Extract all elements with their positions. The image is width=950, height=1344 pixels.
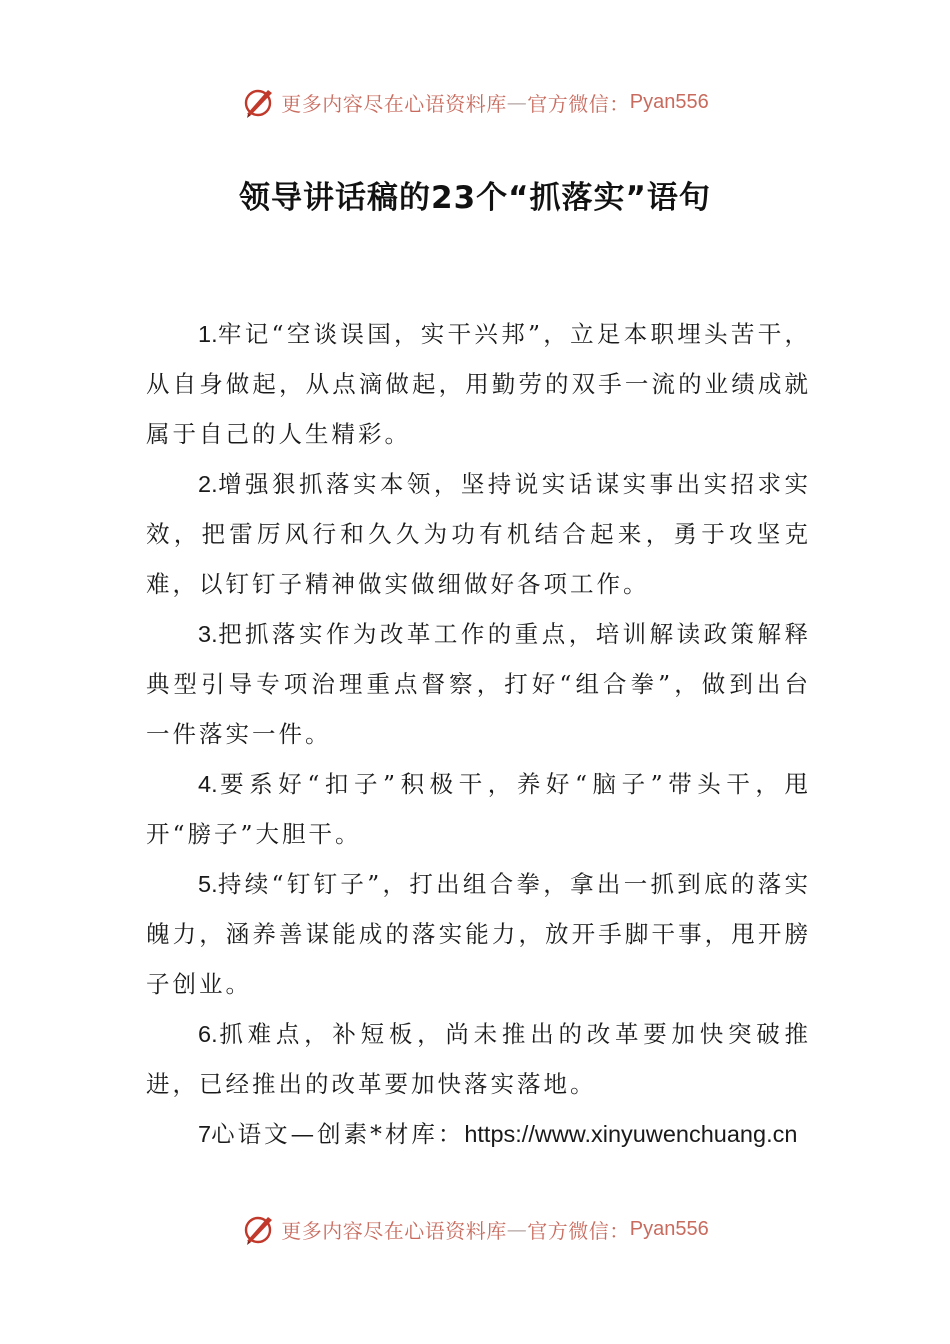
header-banner <box>0 80 950 124</box>
document-title: 领导讲话稿的23个“抓落实”语句 <box>239 180 711 216</box>
footer-banner <box>0 1207 950 1251</box>
banner-wechat-id: Pyan556 <box>629 1217 709 1240</box>
paragraph-number: 1. <box>198 321 218 347</box>
paragraph-number: 5. <box>198 871 218 897</box>
paragraph-text: 增强狠抓落实本领，坚持说实话谋实事出实招求实效，把雷厉风行和久久为功有机结合起来，勇于攻坚克难，以钉钉子精神做实做细做好各项工作。 <box>146 470 811 598</box>
paragraph-text: 牢记“空谈误国，实干兴邦”，立足本职埋头苦干，从自身做起，从点滴做起，用勤劳的双手一流的业绩成就属于自己的人生精彩。 <box>146 320 811 448</box>
paragraph-4 <box>146 759 811 859</box>
banner-separator: — <box>506 90 528 114</box>
paragraph-3 <box>146 609 811 759</box>
paragraph-2 <box>146 459 811 609</box>
paragraph-number: 7 <box>198 1121 212 1147</box>
paragraph-number: 4. <box>198 771 218 797</box>
quill-pen-logo-icon <box>241 1211 277 1247</box>
banner-text: 更多内容尽在心语资料库 <box>281 1218 507 1243</box>
paragraph-text: 持续“钉钉子”，打出组合拳，拿出一抓到底的落实魄力，涵养善谋能成的落实能力，放开手脚干事，甩开膀子创业。 <box>146 870 811 998</box>
banner-separator: — <box>506 1217 528 1241</box>
paragraph-5 <box>146 859 811 1009</box>
paragraph-6 <box>146 1009 811 1109</box>
paragraph-1 <box>146 309 811 459</box>
source-url-link[interactable]: https://www.xinyuwenchuang.cn <box>464 1121 798 1147</box>
paragraph-number: 6. <box>198 1021 218 1047</box>
paragraph-text: 抓难点，补短板，尚未推出的改革要加快突破推进，已经推出的改革要加快落实落地。 <box>146 1020 811 1098</box>
quill-pen-logo-icon <box>241 84 277 120</box>
banner-text: 更多内容尽在心语资料库 <box>281 91 507 116</box>
banner-label: 官方微信： <box>527 91 630 116</box>
banner-label: 官方微信： <box>527 1218 630 1243</box>
banner-wechat-id: Pyan556 <box>629 90 709 113</box>
paragraph-number: 3. <box>198 621 218 647</box>
source-line <box>146 1109 811 1159</box>
document-body <box>146 309 811 1159</box>
paragraph-text: 把抓落实作为改革工作的重点，培训解读政策解释典型引导专项治理重点督察，打好“组合拳”，做到出台一件落实一件。 <box>146 620 811 748</box>
paragraph-text: 要系好“扣子”积极干，养好“脑子”带头干，甩开“膀子”大胆干。 <box>146 770 811 848</box>
paragraph-number: 2. <box>198 471 218 497</box>
source-text: 心语文—创素*材库： <box>211 1120 465 1148</box>
